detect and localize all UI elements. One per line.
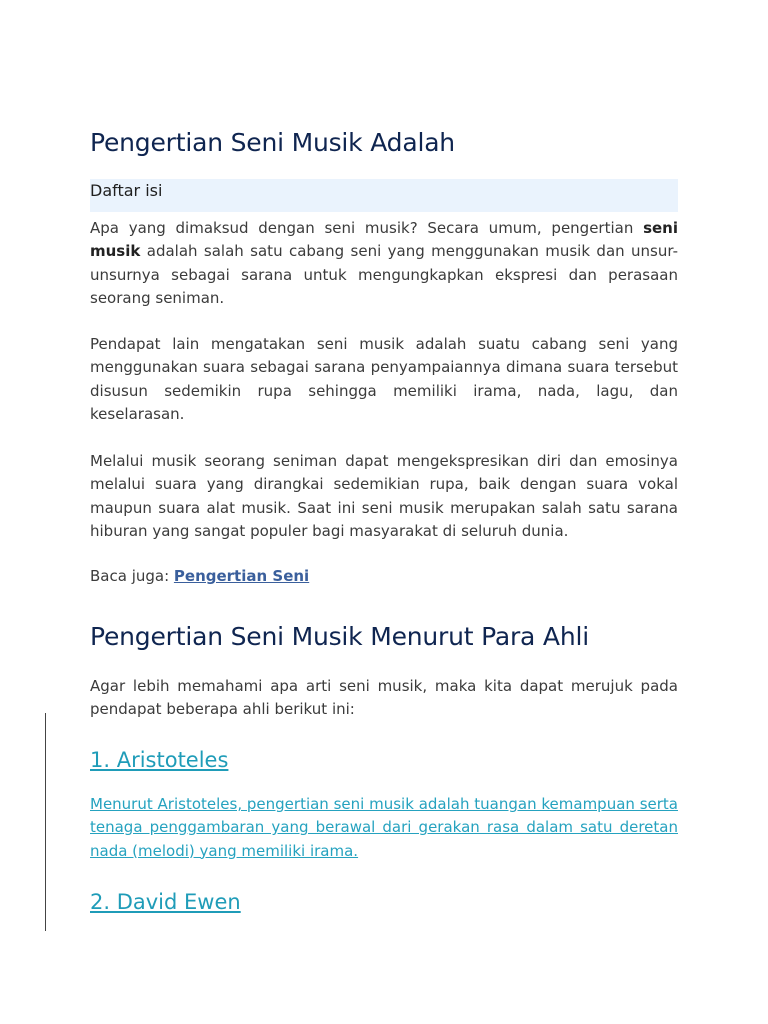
baca-juga-link[interactable]: Pengertian Seni bbox=[173, 567, 310, 585]
expert-heading-aristoteles[interactable]: 1. Aristoteles bbox=[90, 748, 229, 772]
section-intro-paragraph: Agar lebih memahami apa arti seni musik, maka kita dapat merujuk pada pendapat beberapa ahli berikut ini: bbox=[90, 677, 678, 719]
paragraph-2: Pendapat lain mengatakan seni musik adalah suatu cabang seni yang menggunakan suara sebagai sarana penyampaiannya dimana suara tersebut disusun sedemikin rupa sehingga memiliki irama, nada, lagu, dan keselarasan. bbox=[90, 335, 678, 423]
intro-text-after: adalah salah satu cabang seni yang menggunakan musik dan unsur-unsurnya sebagai sarana untuk mengungkapkan ekspresi dan perasaan seorang seniman. bbox=[90, 242, 678, 307]
toc-label[interactable]: Daftar isi bbox=[90, 181, 163, 200]
expert-heading-david-ewen[interactable]: 2. David Ewen bbox=[90, 890, 241, 914]
intro-bold-term: seni musik bbox=[90, 219, 678, 261]
margin-vertical-line bbox=[45, 713, 46, 931]
expert-text-aristoteles[interactable]: Menurut Aristoteles, pengertian seni musik adalah tuangan kemampuan serta tenaga penggambaran yang berawal dari gerakan rasa dalam satu deretan nada (melodi) yang memiliki irama. bbox=[90, 795, 678, 860]
paragraph-3: Melalui musik seorang seniman dapat mengekspresikan diri dan emosinya melalui suara yang dirangkai sedemikian rupa, baik dengan suara vokal maupun suara alat musik. Saat ini seni musik merupakan salah satu sarana hiburan yang sangat populer bagi masyarakat di seluruh dunia. bbox=[90, 452, 678, 540]
baca-juga-line bbox=[90, 565, 678, 588]
section-title: Pengertian Seni Musik Menurut Para Ahli bbox=[90, 622, 589, 651]
intro-text-before: Apa yang dimaksud dengan seni musik? Secara umum, pengertian bbox=[90, 219, 644, 237]
baca-juga-label: Baca juga: bbox=[90, 567, 174, 585]
table-of-contents-box[interactable] bbox=[90, 179, 678, 212]
page-title: Pengertian Seni Musik Adalah bbox=[90, 128, 455, 157]
intro-paragraph bbox=[90, 217, 678, 310]
